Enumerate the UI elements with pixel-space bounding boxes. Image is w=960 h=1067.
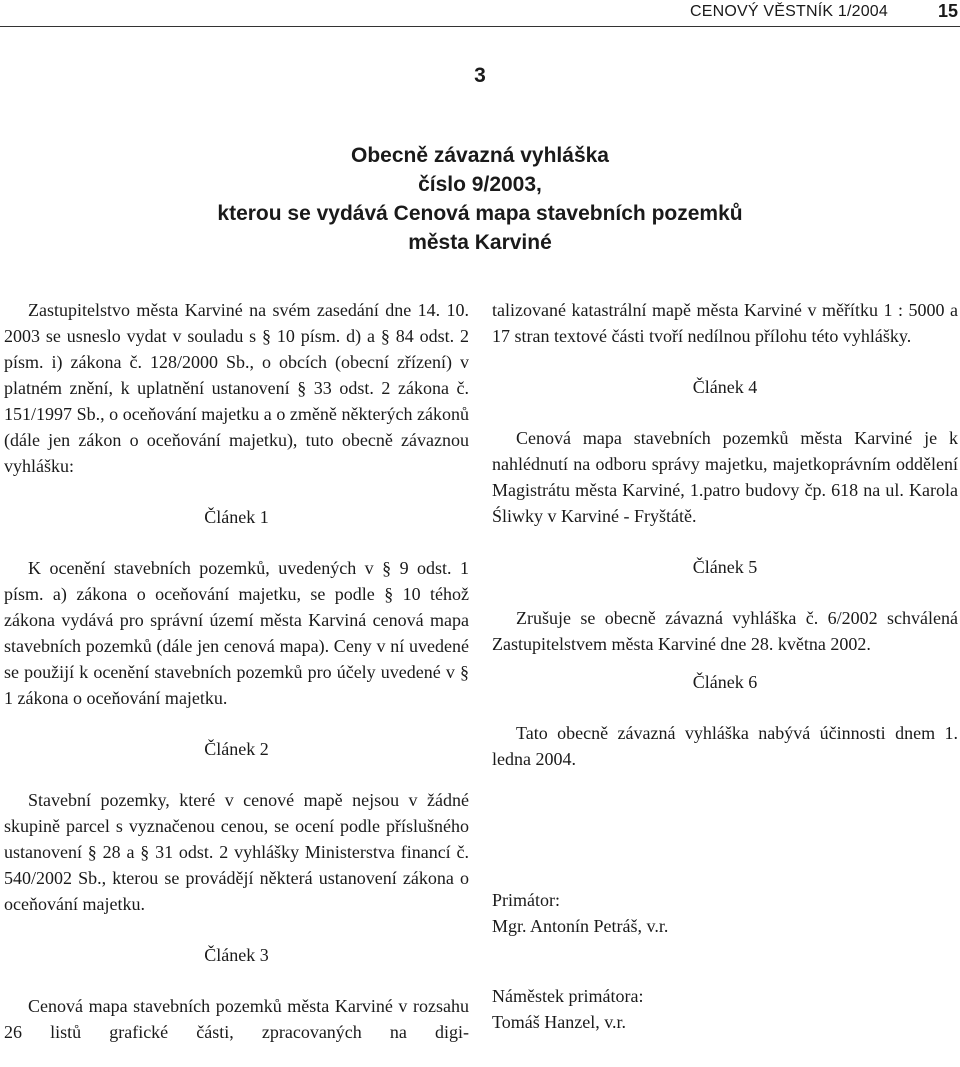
article-5-text: Zrušuje se obecně závazná vyhláška č. 6/2002 schválená Zastupitelstvem města Karviné dne 28. května 2002. <box>492 608 958 654</box>
title-line: Obecně závazná vyhláška <box>351 144 609 167</box>
right-column <box>492 297 958 1035</box>
journal-title: CENOVÝ VĚSTNÍK 1/2004 <box>689 3 888 20</box>
intro-paragraph: Zastupitelstvo města Karviné na svém zasedání dne 14. 10. 2003 se usneslo vydat v souladu s § 10 písm. d) a § 84 odst. 2 písm. i) zákona č. 128/2000 Sb., o obcích (obecní zřízení) v platném znění, k uplatnění ustanovení § 33 odst. 2 zákona č. 151/1997 Sb., o oceňování majetku a o změně některých zákonů (dále jen zákon o oceňování majetku), tuto obecně závaznou vyhlášku: <box>4 300 469 476</box>
article-6-text: Tato obecně závazná vyhláška nabývá účinnosti dnem 1. ledna 2004. <box>492 723 958 769</box>
article-2-text: Stavební pozemky, které v cenové mapě nejsou v žádné skupině parcel s vyznačenou cenou, se ocení podle příslušného ustanovení § 28 a § 31 odst. 2 vyhlášky Ministerstva financí č. 540/2002 Sb., kterou se provádějí některá ustanovení zákona o oceňování majetku. <box>4 790 469 914</box>
left-column <box>4 297 469 1045</box>
header-divider <box>0 26 960 27</box>
signature-1-name: Mgr. Antonín Petráš, v.r. <box>492 916 669 936</box>
page-header <box>0 0 960 26</box>
title-line: číslo 9/2003, <box>418 173 542 196</box>
document-title <box>0 141 960 257</box>
article-2-heading: Článek 2 <box>204 739 269 759</box>
title-line: kterou se vydává Cenová mapa stavebních pozemků <box>217 202 743 225</box>
title-line: města Karviné <box>408 231 552 254</box>
article-1-text: K ocenění stavebních pozemků, uvedených v § 9 odst. 1 písm. a) zákona o oceňování majetku, se podle § 10 téhož zákona vydává pro správní území města Karviná cenová mapa stavebních pozemků (dále jen cenová mapa). Ceny v ní uvedené se použijí k ocenění stavebních pozemků pro účely uvedené v § 1 zákona o oceňování majetku. <box>4 558 469 708</box>
document-number: 3 <box>474 64 486 87</box>
article-6-heading: Článek 6 <box>692 672 758 692</box>
article-1-heading: Článek 1 <box>204 507 269 527</box>
signature-2-name: Tomáš Hanzel, v.r. <box>492 1012 627 1032</box>
article-4-text: Cenová mapa stavebních pozemků města Karviné je k nahlédnutí na odboru správy majetku, majetkoprávním oddělení Magistrátu města Karviné, 1.patro budovy čp. 618 na ul. Karola Śliwky v Karviné - Fryštátě. <box>492 428 958 526</box>
article-5-heading: Článek 5 <box>692 557 758 577</box>
article-4-heading: Článek 4 <box>692 377 758 397</box>
article-3-heading: Článek 3 <box>204 945 269 965</box>
page-number: 15 <box>937 1 958 21</box>
article-3-text-start: Cenová mapa stavebních pozemků města Karviné v rozsahu 26 listů grafické části, zpracovaných na digi- <box>4 996 469 1042</box>
signature-2-title: Náměstek primátora: <box>492 986 644 1006</box>
article-3-text-end: talizované katastrální mapě města Karviné v měřítku 1 : 5000 a 17 stran textové části tvoří nedílnou přílohu této vyhlášky. <box>492 300 958 346</box>
signature-1-title: Primátor: <box>492 890 560 910</box>
